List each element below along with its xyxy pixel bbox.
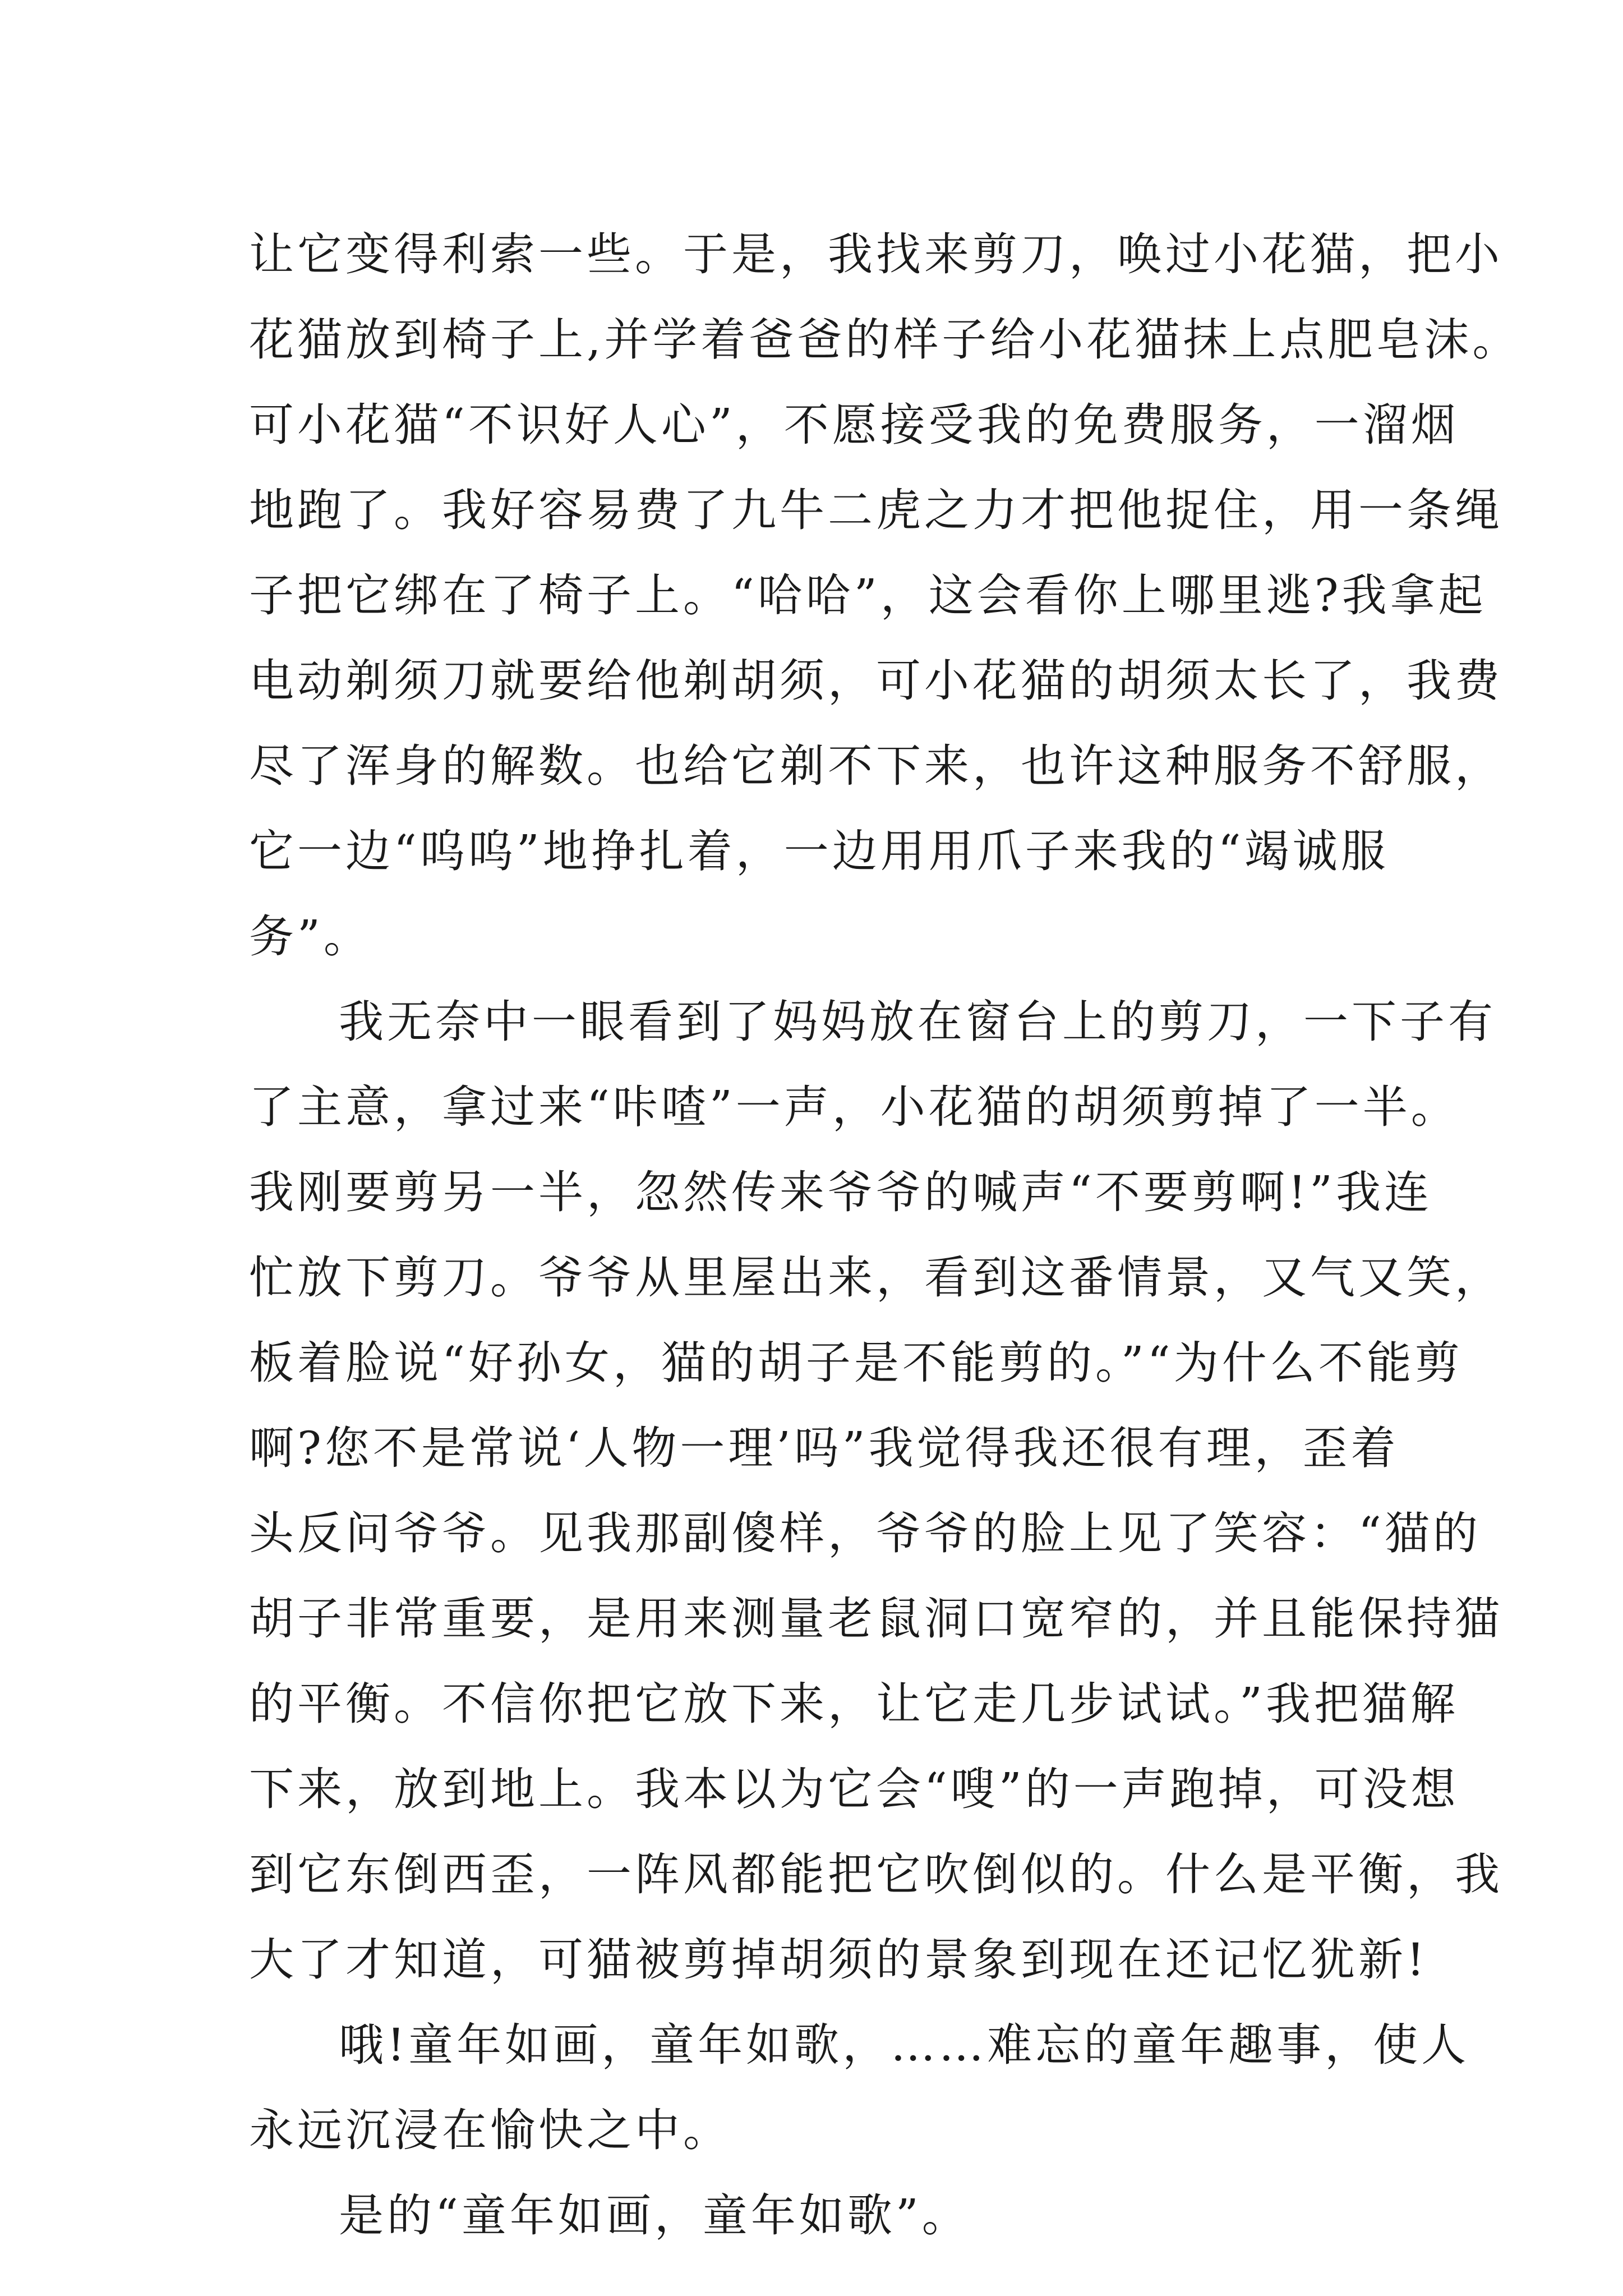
text-line: 板着脸说“好孙女，猫的胡子是不能剪的。”“为什么不能剪 [249, 1337, 1463, 1389]
text-line: 让它变得利索一些。于是，我找来剪刀，唤过小花猫，把小 [249, 228, 1503, 280]
text-line: 子把它绑在了椅子上。“哈哈”，这会看你上哪里逃?我拿起 [249, 569, 1487, 622]
text-line: 胡子非常重要，是用来测量老鼠洞口宽窄的，并且能保持猫 [249, 1593, 1503, 1645]
text-line: 我无奈中一眼看到了妈妈放在窗台上的剪刀，一下子有 [339, 996, 1496, 1048]
text-line: 下来，放到地上。我本以为它会“嗖”的一声跑掉，可没想 [249, 1763, 1459, 1815]
paragraph-4 [249, 2173, 1449, 2258]
text-line: 头反问爷爷。见我那副傻样，爷爷的脸上见了笑容：“猫的 [249, 1507, 1481, 1559]
paragraph-3 [249, 2003, 1470, 2173]
paragraph-1 [249, 212, 1521, 979]
text-line: 是的“童年如画，童年如歌”。 [339, 2189, 970, 2242]
text-line: 它一边“呜呜”地挣扎着，一边用用爪子来我的“竭诚服 [249, 825, 1389, 877]
text-line: 我刚要剪另一半，忽然传来爷爷的喊声“不要剪啊!”我连 [249, 1166, 1432, 1218]
text-line: 啊?您不是常说‘人物一理’吗”我觉得我还很有理，歪着 [249, 1422, 1399, 1474]
text-line: 了主意，拿过来“咔喳”一声，小花猫的胡须剪掉了一半。 [249, 1081, 1459, 1133]
text-line: 尽了浑身的解数。也给它剃不下来，也许这种服务不舒服， [249, 740, 1503, 792]
text-line: 务”。 [249, 910, 372, 963]
text-line: 花猫放到椅子上,并学着爸爸的样子给小花猫抹上点肥皂沫。 [249, 314, 1521, 366]
text-line: 哦!童年如画，童年如歌，……难忘的童年趣事，使人 [339, 2019, 1470, 2071]
paragraph-2 [249, 979, 1503, 2003]
text-line: 大了才知道，可猫被剪掉胡须的景象到现在还记忆犹新! [249, 1934, 1428, 1986]
text-line: 到它东倒西歪，一阵风都能把它吹倒似的。什么是平衡，我 [249, 1848, 1503, 1901]
body-text [249, 212, 1521, 2258]
text-line: 电动剃须刀就要给他剃胡须，可小花猫的胡须太长了，我费 [249, 655, 1503, 707]
text-line: 忙放下剪刀。爷爷从里屋出来，看到这番情景，又气又笑， [249, 1251, 1503, 1304]
text-line: 的平衡。不信你把它放下来，让它走几步试试。”我把猫解 [249, 1678, 1459, 1730]
text-line: 可小花猫“不识好人心”，不愿接受我的免费服务，一溜烟 [249, 399, 1459, 451]
text-line: 永远沉浸在愉快之中。 [249, 2104, 731, 2156]
text-line: 地跑了。我好容易费了九牛二虎之力才把他捉住，用一条绳 [249, 484, 1503, 536]
